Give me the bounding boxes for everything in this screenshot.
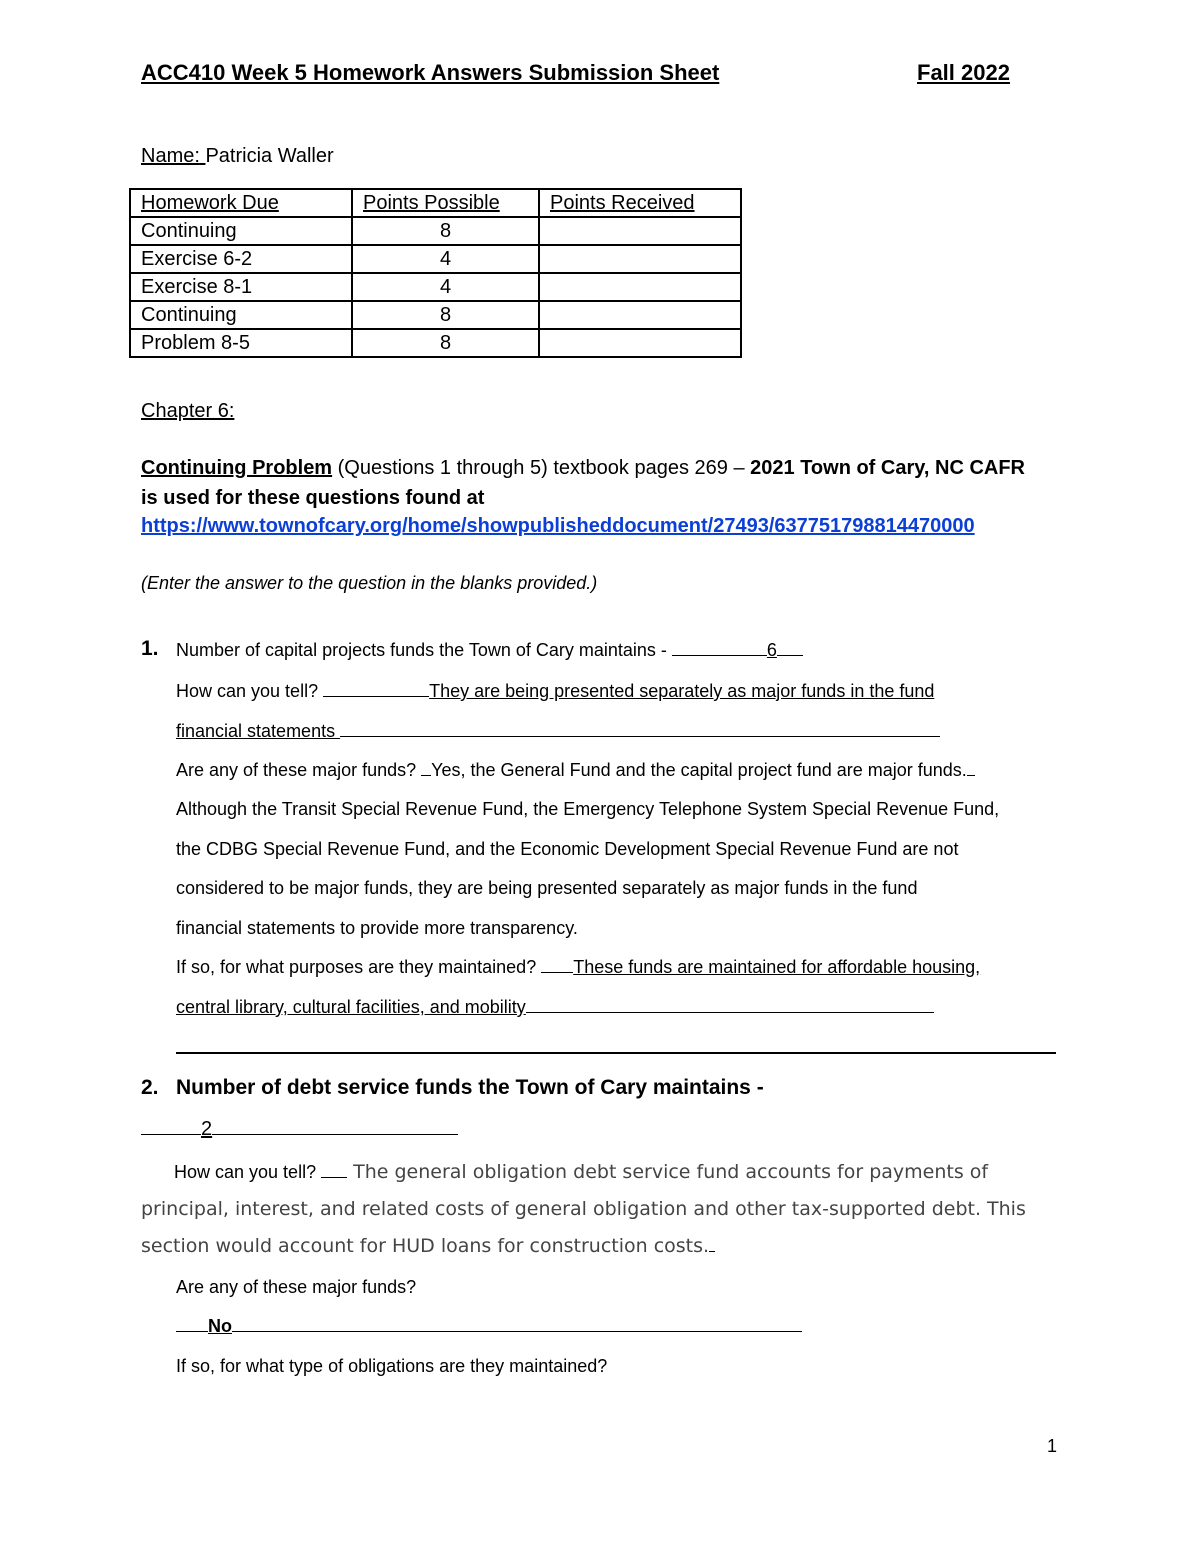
q2-how-row	[174, 1161, 988, 1183]
cell-received[interactable]	[539, 217, 741, 245]
q1-prompt-row	[176, 640, 803, 661]
q2-how-line-3: section would account for HUD loans for construction costs.	[141, 1235, 710, 1257]
cell-due: Exercise 8-1	[130, 273, 352, 301]
q2-how-line-1: The general obligation debt service fund accounts for payments of	[347, 1161, 989, 1183]
q2-how-line-3-row	[141, 1235, 715, 1257]
q1-purpose-answer-a[interactable]: These funds are maintained for affordable housing,	[573, 957, 981, 977]
intro-line-2: is used for these questions found at	[141, 487, 485, 509]
q1-answer[interactable]: 6	[766, 640, 777, 660]
cell-received[interactable]	[539, 245, 741, 273]
chapter-heading: Chapter 6:	[141, 400, 235, 422]
cell-received[interactable]	[539, 273, 741, 301]
q1-major-row	[176, 760, 975, 781]
cell-received[interactable]	[539, 301, 741, 329]
q2-answer[interactable]: 2	[201, 1118, 213, 1140]
q2-major-label: Are any of these major funds?	[176, 1277, 417, 1297]
table-row	[130, 273, 741, 301]
cafr-link[interactable]: https://www.townofcary.org/home/showpublisheddocument/27493/637751798814470000	[141, 515, 975, 537]
cell-points: 8	[352, 217, 539, 245]
q1-purpose-row	[176, 957, 980, 978]
table-row	[130, 217, 741, 245]
cell-due: Continuing	[130, 217, 352, 245]
name-value: Patricia Waller	[205, 145, 334, 167]
cell-due: Exercise 6-2	[130, 245, 352, 273]
page-title: ACC410 Week 5 Homework Answers Submission Sheet	[141, 60, 720, 85]
cell-points: 8	[352, 329, 539, 357]
term-label: Fall 2022	[917, 60, 1010, 85]
instructions: (Enter the answer to the question in the blanks provided.)	[141, 573, 598, 593]
q2-how-label: How can you tell?	[174, 1162, 322, 1182]
q1-how-answer-a[interactable]: They are being presented separately as major funds in the fund	[429, 681, 935, 701]
q1-prompt: Number of capital projects funds the Town of Cary maintains -	[176, 640, 672, 660]
table-row	[130, 301, 741, 329]
homework-table	[129, 188, 742, 358]
header-points-possible: Points Possible	[352, 189, 539, 217]
table-row	[130, 245, 741, 273]
table-header-row	[130, 189, 741, 217]
q1-major-answer[interactable]: Yes, the General Fund and the capital project fund are major funds.	[431, 760, 967, 780]
q2-number: 2.	[141, 1076, 159, 1099]
table-row	[130, 329, 741, 357]
q1-purpose-answer-b[interactable]: central library, cultural facilities, and mobility	[176, 997, 526, 1017]
q2-major-row	[176, 1316, 802, 1337]
q1-para-line-2: the CDBG Special Revenue Fund, and the Economic Development Special Revenue Fund are not	[176, 839, 959, 859]
q1-purpose-label: If so, for what purposes are they maintained?	[176, 957, 542, 977]
header-points-received: Points Received	[539, 189, 741, 217]
cell-points: 4	[352, 245, 539, 273]
name-label: Name:	[141, 145, 200, 167]
q1-how-row	[176, 681, 934, 702]
q1-number: 1.	[141, 637, 159, 660]
cell-received[interactable]	[539, 329, 741, 357]
q1-purpose-row-2	[176, 997, 934, 1018]
cell-due: Problem 8-5	[130, 329, 352, 357]
cell-due: Continuing	[130, 301, 352, 329]
intro-text: (Questions 1 through 5) textbook pages 269 –	[332, 457, 751, 479]
q1-how-label: How can you tell?	[176, 681, 324, 701]
cell-points: 4	[352, 273, 539, 301]
intro-line-1	[141, 457, 1025, 480]
q2-major-answer[interactable]: No	[208, 1316, 232, 1336]
cafr-label: 2021 Town of Cary, NC CAFR	[750, 457, 1025, 479]
q2-answer-row	[141, 1118, 458, 1141]
q1-how-answer-b[interactable]: financial statements	[176, 721, 341, 741]
q1-para-line-3: considered to be major funds, they are being presented separately as major funds in the fund	[176, 878, 918, 898]
header-homework-due: Homework Due	[130, 189, 352, 217]
name-row	[141, 145, 334, 168]
page-number: 1	[1047, 1436, 1058, 1456]
answer-blank-line	[176, 1052, 1056, 1054]
q1-how-row-2	[176, 721, 940, 742]
continuing-problem-label: Continuing Problem	[141, 457, 333, 479]
q1-para-line-1: Although the Transit Special Revenue Fund, the Emergency Telephone System Special Revenue Fund,	[176, 799, 1000, 819]
q2-prompt: Number of debt service funds the Town of Cary maintains -	[176, 1076, 764, 1099]
q1-para-line-4: financial statements to provide more transparency.	[176, 918, 578, 938]
q2-how-line-2: principal, interest, and related costs of general obligation and other tax-supported debt. This	[141, 1198, 1026, 1220]
q2-obligation-label: If so, for what type of obligations are they maintained?	[176, 1356, 608, 1376]
q1-major-label: Are any of these major funds?	[176, 760, 422, 780]
cell-points: 8	[352, 301, 539, 329]
